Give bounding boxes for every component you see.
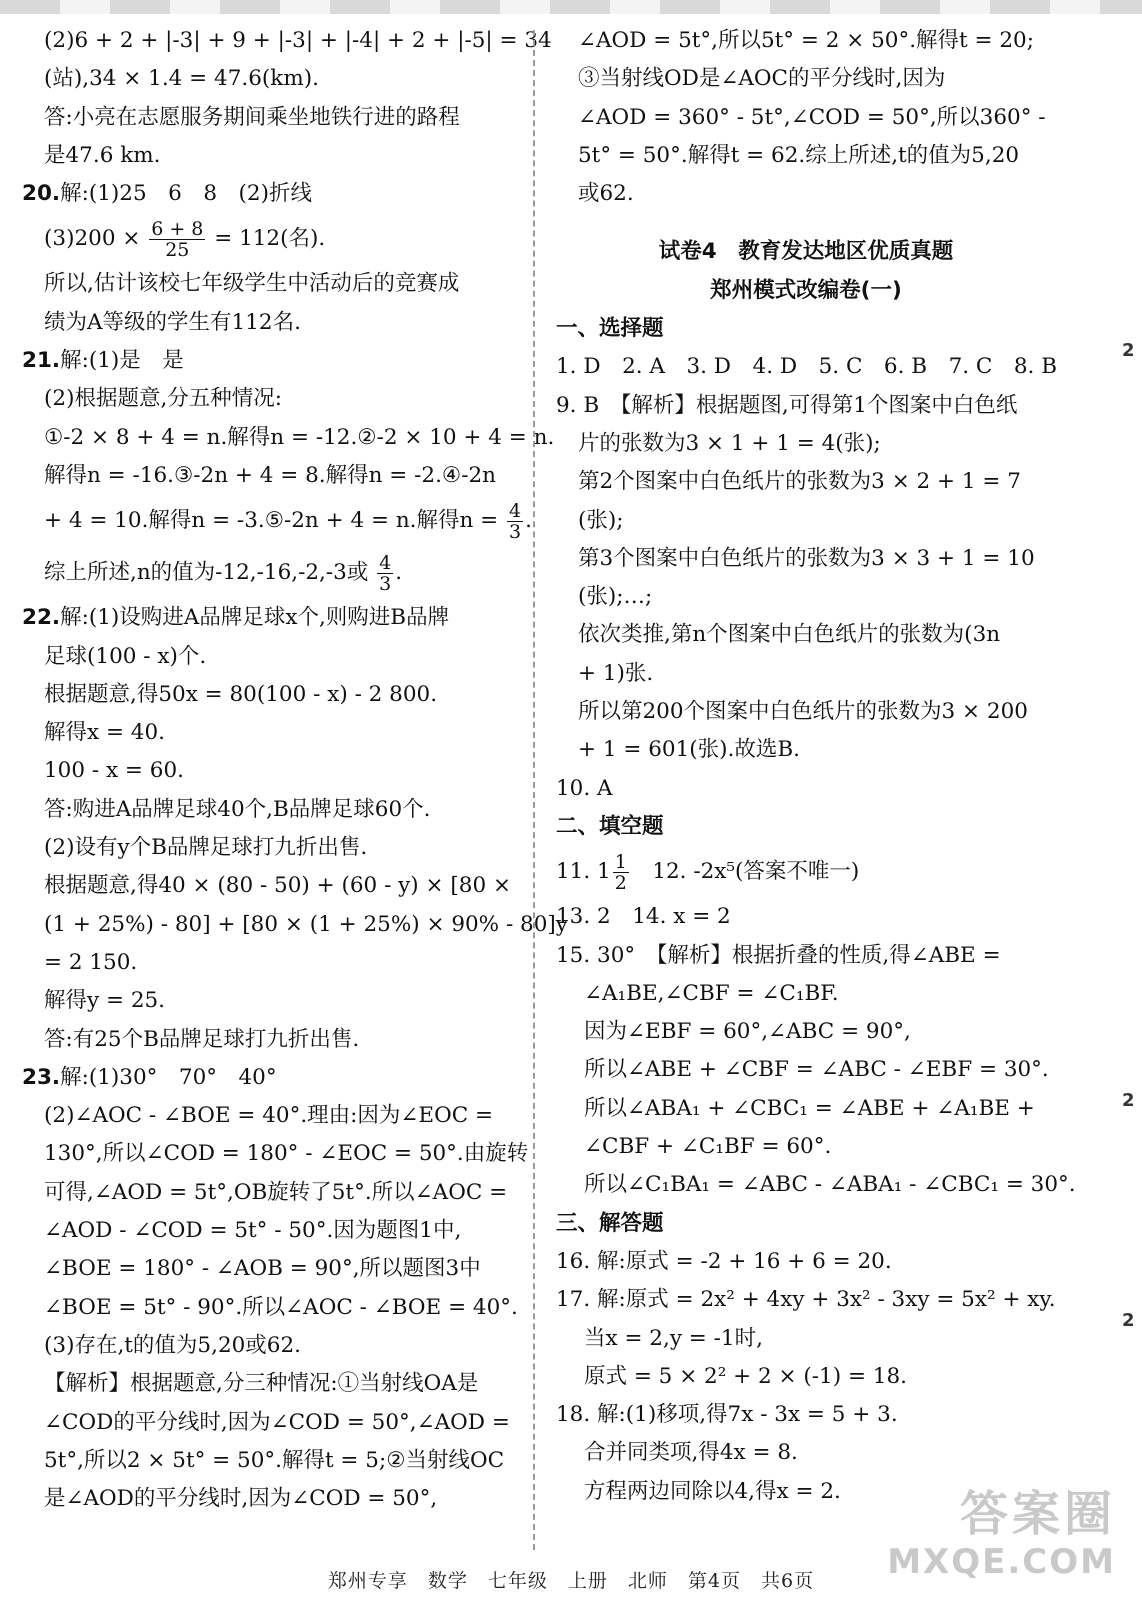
question-23	[22, 1059, 512, 1097]
text-line: 所以∠ABA₁ + ∠CBC₁ = ∠ABE + ∠A₁BE +	[584, 1095, 1035, 1121]
text-line: 10. A	[556, 775, 613, 801]
page-footer: 郑州专享 数学 七年级 上册 北师 第4页 共6页	[327, 1570, 815, 1592]
fraction-line	[22, 213, 512, 265]
text-line: 5t° = 50°.解得t = 62.综上所述,t的值为5,20	[578, 142, 1020, 168]
fraction-numerator: 4	[379, 551, 392, 574]
text-line: (3)存在,t的值为5,20或62.	[44, 1332, 301, 1358]
fraction-numerator: 4	[509, 499, 522, 522]
text-segment: = 112(名).	[214, 226, 326, 252]
text-line: 所以第200个图案中白色纸片的张数为3 × 200	[578, 699, 1028, 725]
fraction	[377, 553, 393, 594]
text-line: ①-2 × 8 + 4 = n.解得n = -12.②-2 × 10 + 4 = n.	[44, 424, 555, 450]
text-line: 解:(1)25 6 8 (2)折线	[60, 181, 312, 207]
fraction-numerator: 1	[614, 850, 627, 873]
section-heading: 三、解答题	[556, 1210, 664, 1236]
question-number: 22.	[22, 605, 61, 631]
fraction	[613, 852, 629, 893]
text-line: 解得x = 40.	[44, 720, 166, 746]
text-line: 解:(1)设购进A品牌足球x个,则购进B品牌	[60, 605, 450, 631]
section-heading: 二、填空题	[556, 813, 664, 839]
text-line: ∠AOD = 360° - 5t°,∠COD = 50°,所以360° -	[578, 104, 1046, 130]
text-line: 100 - x = 60.	[44, 758, 184, 784]
text-line: ∠BOE = 5t° - 90°.所以∠AOC - ∠BOE = 40°.	[44, 1294, 518, 1320]
column-divider	[533, 30, 535, 1550]
watermark-text: 答案圈	[959, 1486, 1116, 1542]
text-line: 根据题意,得40 × (80 - 50) + (60 - y) × [80 ×	[44, 873, 511, 899]
text-line: 16. 解:原式 = -2 + 16 + 6 = 20.	[556, 1248, 892, 1274]
text-line: 合并同类项,得4x = 8.	[584, 1440, 798, 1466]
text-line: 18. 解:(1)移项,得7x - 3x = 5 + 3.	[556, 1402, 898, 1428]
text-line: 1. D 2. A 3. D 4. D 5. C 6. B 7. C 8. B	[556, 354, 1058, 380]
text-line: 所以∠ABE + ∠CBF = ∠ABC - ∠EBF = 30°.	[584, 1057, 1049, 1083]
spacer	[556, 213, 1056, 233]
text-line: (2)设有y个B品牌足球打九折出售.	[44, 835, 368, 861]
text-line: 13. 2 14. x = 2	[556, 904, 731, 930]
text-line: 第3个图案中白色纸片的张数为3 × 3 + 1 = 10	[578, 545, 1035, 571]
text-line: 是47.6 km.	[44, 142, 161, 168]
question-number: 21.	[22, 348, 61, 374]
text-segment: 12. -2x⁵(答案不唯一)	[630, 859, 860, 885]
paper-subtitle: 郑州模式改编卷(一)	[710, 277, 902, 303]
text-segment: 综上所述,n的值为-12,-16,-2,-3或	[44, 560, 369, 586]
text-line: 当x = 2,y = -1时,	[584, 1325, 763, 1351]
text-line: 9. B 【解析】根据题图,可得第1个图案中白色纸	[556, 392, 1018, 418]
text-line: 解:(1)是 是	[60, 348, 184, 374]
text-line: 足球(100 - x)个.	[44, 643, 207, 669]
text-line: 绩为A等级的学生有112名.	[44, 309, 301, 335]
text-line: + 1 = 601(张).故选B.	[578, 737, 800, 763]
text-line: 可得,∠AOD = 5t°,OB旋转了5t°.所以∠AOC =	[44, 1179, 508, 1205]
text-line: 第2个图案中白色纸片的张数为3 × 2 + 1 = 7	[578, 469, 1021, 495]
page-top-edge	[0, 0, 1142, 14]
text-line: 答:购进A品牌足球40个,B品牌足球60个.	[44, 796, 431, 822]
fraction	[507, 501, 523, 542]
fraction-line	[556, 846, 1056, 898]
text-line: (1 + 25%) - 80] + [80 × (1 + 25%) × 90% - 80]y	[44, 911, 568, 937]
text-line: ∠COD的平分线时,因为∠COD = 50°,∠AOD =	[44, 1409, 510, 1435]
question-21	[22, 342, 512, 380]
text-line: 是∠AOD的平分线时,因为∠COD = 50°,	[44, 1486, 438, 1512]
text-line: 所以,估计该校七年级学生中活动后的竞赛成	[44, 271, 460, 297]
edge-mark: 2	[1122, 1310, 1135, 1331]
watermark-url: MXQE.COM	[887, 1542, 1116, 1582]
text-line: 或62.	[578, 181, 634, 207]
text-line: 原式 = 5 × 2² + 2 × (-1) = 18.	[584, 1363, 907, 1389]
section-heading: 一、选择题	[556, 316, 664, 342]
text-segment: 11. 1	[556, 859, 611, 885]
question-20	[22, 175, 512, 213]
text-line: (站),34 × 1.4 = 47.6(km).	[44, 66, 319, 92]
text-line: ∠AOD - ∠COD = 5t° - 50°.因为题图1中,	[44, 1218, 462, 1244]
text-line: 15. 30° 【解析】根据折叠的性质,得∠ABE =	[556, 942, 1001, 968]
text-line: 解得n = -16.③-2n + 4 = 8.解得n = -2.④-2n	[44, 462, 496, 488]
text-line: (张);…;	[578, 584, 653, 610]
text-segment: + 4 = 10.解得n = -3.⑤-2n + 4 = n.解得n =	[44, 508, 499, 534]
text-line: 答:小亮在志愿服务期间乘坐地铁行进的路程	[44, 104, 460, 130]
text-line: 答:有25个B品牌足球打九折出售.	[44, 1026, 360, 1052]
text-line: ∠AOD = 5t°,所以5t° = 2 × 50°.解得t = 20;	[578, 28, 1034, 53]
fraction-line	[22, 495, 532, 547]
text-line: 片的张数为3 × 1 + 1 = 4(张);	[578, 430, 881, 456]
text-line: 17. 解:原式 = 2x² + 4xy + 3x² - 3xy = 5x² + xy.	[556, 1287, 1056, 1313]
left-column	[22, 22, 568, 1518]
text-line: ∠A₁BE,∠CBF = ∠C₁BF.	[584, 980, 839, 1006]
text-segment: .	[525, 508, 532, 534]
text-line: 5t°,所以2 × 5t° = 50°.解得t = 5;②当射线OC	[44, 1447, 505, 1473]
fraction	[149, 219, 205, 260]
text-line: 130°,所以∠COD = 180° - ∠EOC = 50°.由旋转	[44, 1141, 529, 1167]
fraction-denominator: 3	[379, 572, 392, 595]
question-number: 20.	[22, 181, 61, 207]
text-line: 【解析】根据题意,分三种情况:①当射线OA是	[44, 1371, 479, 1397]
question-number: 23.	[22, 1064, 61, 1090]
text-line: (2)根据题意,分五种情况:	[44, 386, 283, 412]
text-line: 所以∠C₁BA₁ = ∠ABC - ∠ABA₁ - ∠CBC₁ = 30°.	[584, 1172, 1076, 1198]
text-line: + 1)张.	[578, 660, 654, 686]
edge-mark: 2	[1122, 340, 1135, 361]
text-line: 因为∠EBF = 60°,∠ABC = 90°,	[584, 1019, 911, 1045]
text-line: 方程两边同除以4,得x = 2.	[584, 1478, 841, 1504]
edge-mark: 2	[1122, 1090, 1135, 1111]
text-line: ∠CBF + ∠C₁BF = 60°.	[584, 1134, 832, 1160]
text-line: 依次类推,第n个图案中白色纸片的张数为(3n	[578, 622, 1001, 648]
right-column	[556, 22, 1076, 1511]
fraction-denominator: 3	[509, 520, 522, 543]
fraction-line	[22, 547, 512, 599]
text-line: (张);	[578, 507, 624, 533]
text-line: 解:(1)30° 70° 40°	[60, 1064, 277, 1090]
question-22	[22, 599, 512, 637]
text-line: ∠BOE = 180° - ∠AOB = 90°,所以题图3中	[44, 1256, 481, 1282]
text-line: 解得y = 25.	[44, 988, 166, 1014]
fraction-numerator: 6 + 8	[151, 217, 204, 240]
text-line: (2)∠AOC - ∠BOE = 40°.理由:因为∠EOC =	[44, 1103, 494, 1129]
text-line: ③当射线OD是∠AOC的平分线时,因为	[578, 66, 946, 92]
paper-title: 试卷4 教育发达地区优质真题	[658, 239, 954, 265]
text-line: (2)6 + 2 + |-3| + 9 + |-3| + |-4| + 2 + |-5| = 34	[44, 28, 552, 53]
text-segment: .	[395, 560, 403, 586]
fraction-denominator: 25	[165, 238, 190, 261]
fraction-denominator: 2	[614, 871, 627, 894]
text-line: 根据题意,得50x = 80(100 - x) - 2 800.	[44, 681, 438, 707]
text-line: = 2 150.	[44, 949, 138, 975]
text-segment: (3)200 ×	[44, 226, 141, 252]
